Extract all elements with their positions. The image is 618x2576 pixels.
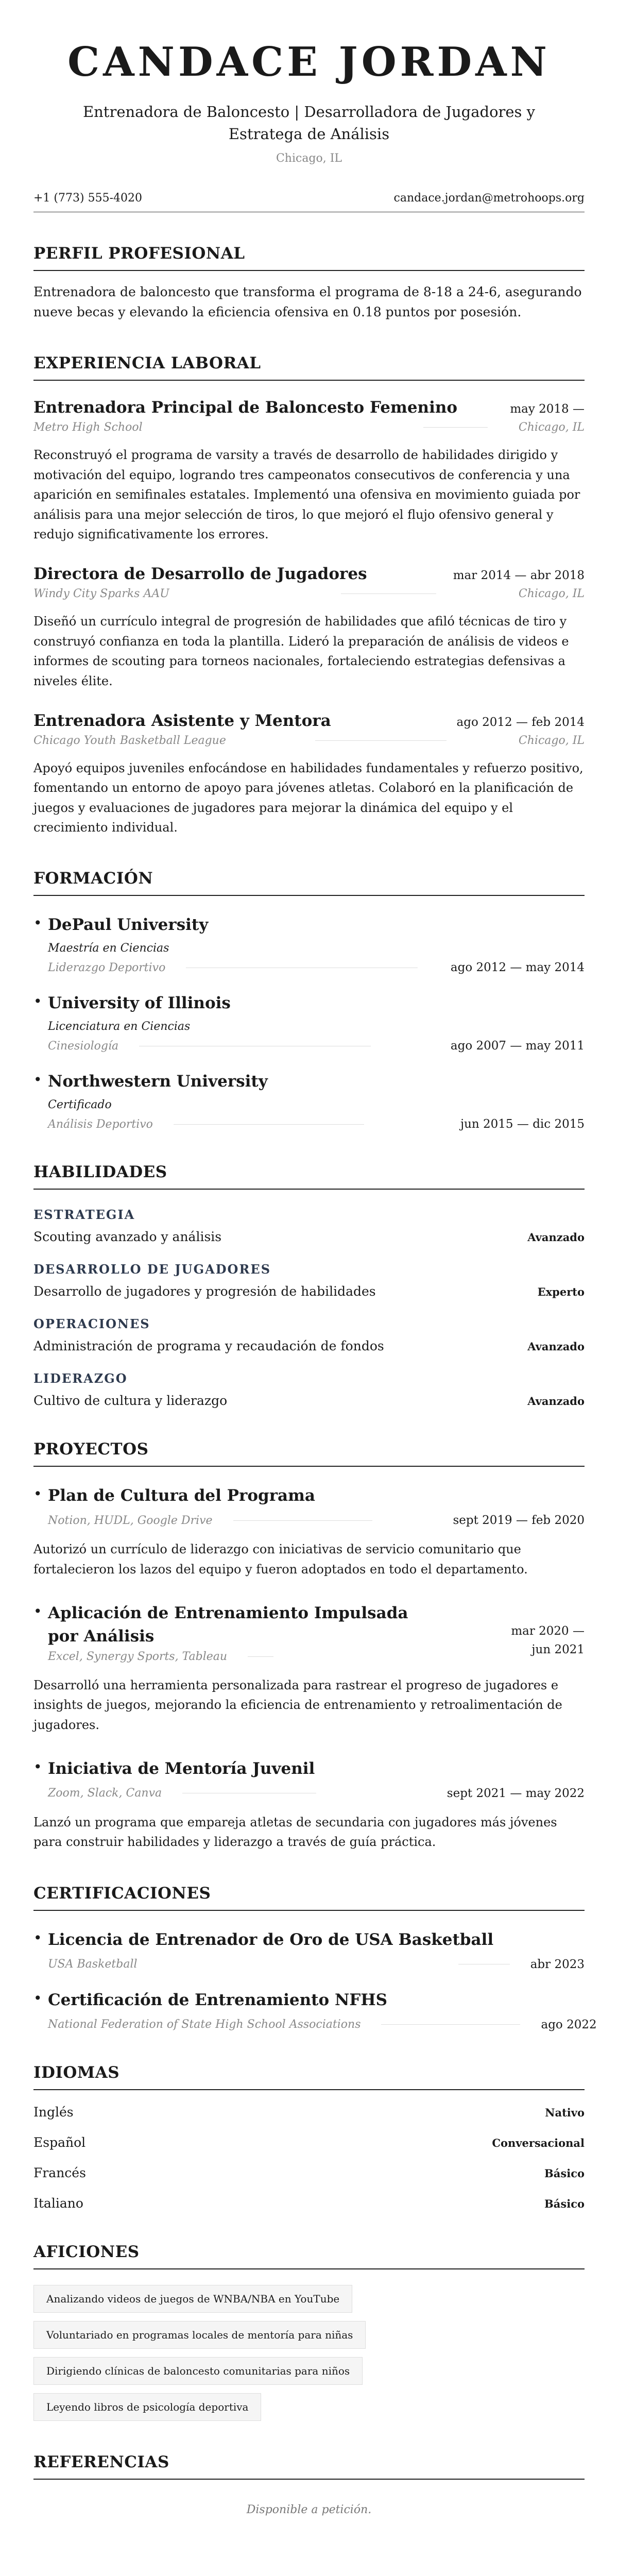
education-dates: ago 2007 — may 2011	[450, 1039, 585, 1053]
job-title: Entrenadora Asistente y Mentora	[33, 711, 331, 730]
skill-name: Administración de programa y recaudación de fondos	[33, 1338, 384, 1354]
section-title-profile: PERFIL PROFESIONAL	[33, 244, 585, 271]
references-note: Disponible a petición.	[246, 2503, 372, 2516]
section-title-languages: IDIOMAS	[33, 2063, 585, 2090]
contact-row	[33, 192, 585, 212]
education-dates: ago 2012 — may 2014	[450, 961, 585, 975]
candidate-name: CANDACE JORDAN	[67, 39, 551, 86]
project-item	[33, 1757, 585, 1852]
education-item	[33, 1070, 585, 1131]
divider-line	[174, 1124, 364, 1125]
education-item	[33, 992, 585, 1053]
section-title-experience: EXPERIENCIA LABORAL	[33, 354, 585, 381]
divider-line	[248, 1656, 273, 1657]
experience-list	[33, 398, 585, 837]
skill-category: OPERACIONES	[33, 1316, 150, 1332]
job-description: Diseñó un currículo integral de progresión de habilidades que afiló técnicas de tiro y construyó confianza en toda la plantilla. Lideró la preparación de análisis de videos e informes de scouting para torneos nacionales, fortaleciendo estrategias defensivas a niveles élite.	[33, 614, 569, 688]
language-level: Conversacional	[492, 2136, 585, 2149]
experience-item	[33, 398, 585, 544]
certifications-list	[33, 1928, 597, 2031]
experience-item	[33, 565, 585, 691]
skill-category: DESARROLLO DE JUGADORES	[33, 1262, 271, 1277]
skill-level: Avanzado	[527, 1231, 585, 1244]
project-tools: Zoom, Slack, Canva	[48, 1787, 162, 1800]
project-tools: Excel, Synergy Sports, Tableau	[48, 1650, 228, 1663]
language-item	[33, 2135, 585, 2150]
candidate-location: Chicago, IL	[276, 151, 342, 165]
job-dates: ago 2012 — feb 2014	[456, 715, 585, 729]
divider-line	[381, 2024, 520, 2025]
resume-page	[33, 0, 597, 2516]
languages-list	[33, 2105, 585, 2211]
project-title: • Plan de Cultura del Programa	[48, 1486, 316, 1505]
language-name: Español	[33, 2134, 86, 2150]
job-title: Entrenadora Principal de Baloncesto Femenino	[33, 398, 458, 417]
certification-issuer: USA Basketball	[48, 1958, 138, 1971]
education-dates: jun 2015 — dic 2015	[460, 1117, 585, 1131]
section-title-education: FORMACIÓN	[33, 869, 585, 896]
field-of-study: Liderazgo Deportivo	[48, 961, 166, 974]
language-item	[33, 2105, 585, 2120]
job-title: Directora de Desarrollo de Jugadores	[33, 565, 367, 584]
skill-group	[33, 1207, 585, 1244]
project-title: • Iniciativa de Mentoría Juvenil	[48, 1759, 315, 1778]
job-organization: Windy City Sparks AAU	[33, 587, 169, 601]
projects-list	[33, 1484, 585, 1852]
section-title-references: REFERENCIAS	[33, 2453, 585, 2480]
job-description: Apoyó equipos juveniles enfocándose en habilidades fundamentales y refuerzo positivo, fomentando un entorno de apoyo para jóvenes atletas. Colaboró en la planificación de juegos y evaluaciones de jugadores para mejorar la dinámica del equipo y el crecimiento individual.	[33, 760, 583, 835]
education-list	[33, 913, 585, 1131]
hobby-tag: Leyendo libros de psicología deportiva	[33, 2393, 261, 2421]
project-tools: Notion, HUDL, Google Drive	[48, 1514, 213, 1527]
job-dates: mar 2014 — abr 2018	[453, 569, 585, 583]
certification-date: ago 2022	[541, 2018, 597, 2031]
job-organization: Metro High School	[33, 421, 143, 434]
divider-line	[233, 1520, 372, 1521]
hobby-tag: Dirigiendo clínicas de baloncesto comunitarias para niños	[33, 2357, 363, 2385]
job-description: Reconstruyó el programa de varsity a través de desarrollo de habilidades dirigido y motivación del equipo, logrando tres campeonatos consecutivos de conferencia y una aparición en semifinales estatales. Implementó una ofensiva en movimiento guiada por análisis para una mejor selección de tiros, lo que mejoró el flujo ofensivo general y redujo significativamente los errores.	[33, 448, 580, 541]
project-dates: sept 2019 — feb 2020	[453, 1514, 585, 1528]
section-title-certifications: CERTIFICACIONES	[33, 1884, 585, 1911]
certification-title: • Licencia de Entrenador de Oro de USA Basketball	[48, 1930, 494, 1949]
skills-list	[33, 1207, 585, 1408]
section-title-projects: PROYECTOS	[33, 1440, 585, 1467]
candidate-headline: Entrenadora de Baloncesto | Desarrolladora de Jugadores y Estratega de Análisis	[82, 103, 536, 143]
language-level: Básico	[544, 2197, 585, 2210]
project-item	[33, 1602, 585, 1735]
skill-level: Experto	[537, 1285, 585, 1299]
certification-title: • Certificación de Entrenamiento NFHS	[48, 1990, 387, 2009]
language-level: Nativo	[545, 2106, 585, 2119]
job-location: Chicago, IL	[518, 734, 585, 747]
phone-number: +1 (773) 555-4020	[33, 191, 142, 205]
hobby-tag: Voluntariado en programas locales de mentoría para niñas	[33, 2321, 366, 2349]
skill-level: Avanzado	[527, 1340, 585, 1353]
field-of-study: Cinesiología	[48, 1039, 119, 1053]
project-dates: sept 2021 — may 2022	[447, 1786, 585, 1800]
project-description: Lanzó un programa que empareja atletas de secundaria con jugadores más jóvenes para construir habilidades y liderazgo a través de guía práctica.	[33, 1815, 557, 1850]
skill-name: Scouting avanzado y análisis	[33, 1229, 222, 1245]
skill-name: Desarrollo de jugadores y progresión de habilidades	[33, 1284, 376, 1299]
project-title: • Aplicación de Entrenamiento Impulsada por Análisis	[48, 1604, 408, 1646]
skill-group	[33, 1371, 585, 1408]
degree: Licenciatura en Ciencias	[48, 1020, 191, 1033]
email-address[interactable]: candace.jordan@metrohoops.org	[393, 191, 585, 205]
language-name: Francés	[33, 2165, 86, 2180]
degree: Certificado	[48, 1098, 112, 1112]
skill-name: Cultivo de cultura y liderazgo	[33, 1393, 228, 1409]
experience-item	[33, 711, 585, 838]
hobbies-list	[33, 2285, 585, 2421]
certification-item	[33, 1928, 585, 1971]
school-name: • University of Illinois	[48, 994, 231, 1013]
skill-category: ESTRATEGIA	[33, 1207, 135, 1223]
school-name: • DePaul University	[48, 916, 209, 935]
language-name: Inglés	[33, 2104, 74, 2120]
section-title-hobbies: AFICIONES	[33, 2243, 585, 2269]
field-of-study: Análisis Deportivo	[48, 1117, 153, 1131]
divider-line	[423, 427, 488, 428]
project-item	[33, 1484, 585, 1579]
language-name: Italiano	[33, 2195, 83, 2211]
language-level: Básico	[544, 2166, 585, 2180]
certification-issuer: National Federation of State High School Associations	[48, 2018, 361, 2031]
hobby-tag: Analizando videos de juegos de WNBA/NBA en YouTube	[33, 2285, 352, 2313]
language-item	[33, 2196, 585, 2211]
job-organization: Chicago Youth Basketball League	[33, 734, 226, 747]
divider-line	[315, 740, 447, 741]
certification-item	[33, 1989, 597, 2031]
profile-summary: Entrenadora de baloncesto que transforma el programa de 8-18 a 24-6, asegurando nueve becas y elevando la eficiencia ofensiva en 0.18 puntos por posesión.	[33, 284, 582, 319]
language-item	[33, 2165, 585, 2180]
degree: Maestría en Ciencias	[48, 942, 169, 955]
certification-date: abr 2023	[530, 1957, 585, 1971]
skill-level: Avanzado	[527, 1395, 585, 1408]
job-location: Chicago, IL	[518, 421, 585, 434]
project-dates: mar 2020 — jun 2021	[511, 1624, 585, 1657]
education-item	[33, 913, 585, 974]
job-location: Chicago, IL	[518, 587, 585, 601]
section-title-skills: HABILIDADES	[33, 1163, 585, 1190]
skill-group	[33, 1262, 585, 1299]
project-description: Desarrolló una herramienta personalizada para rastrear el progreso de jugadores e insights de juegos, mejorando la eficiencia de entrenamiento y retroalimentación de jugadores.	[33, 1677, 562, 1732]
skill-category: LIDERAZGO	[33, 1371, 128, 1386]
project-description: Autorizó un currículo de liderazgo con iniciativas de servicio comunitario que fortalecieron los lazos del equipo y fueron adoptados en todo el departamento.	[33, 1542, 528, 1577]
skill-group	[33, 1316, 585, 1353]
school-name: • Northwestern University	[48, 1072, 268, 1091]
job-dates: may 2018 —	[510, 402, 585, 416]
